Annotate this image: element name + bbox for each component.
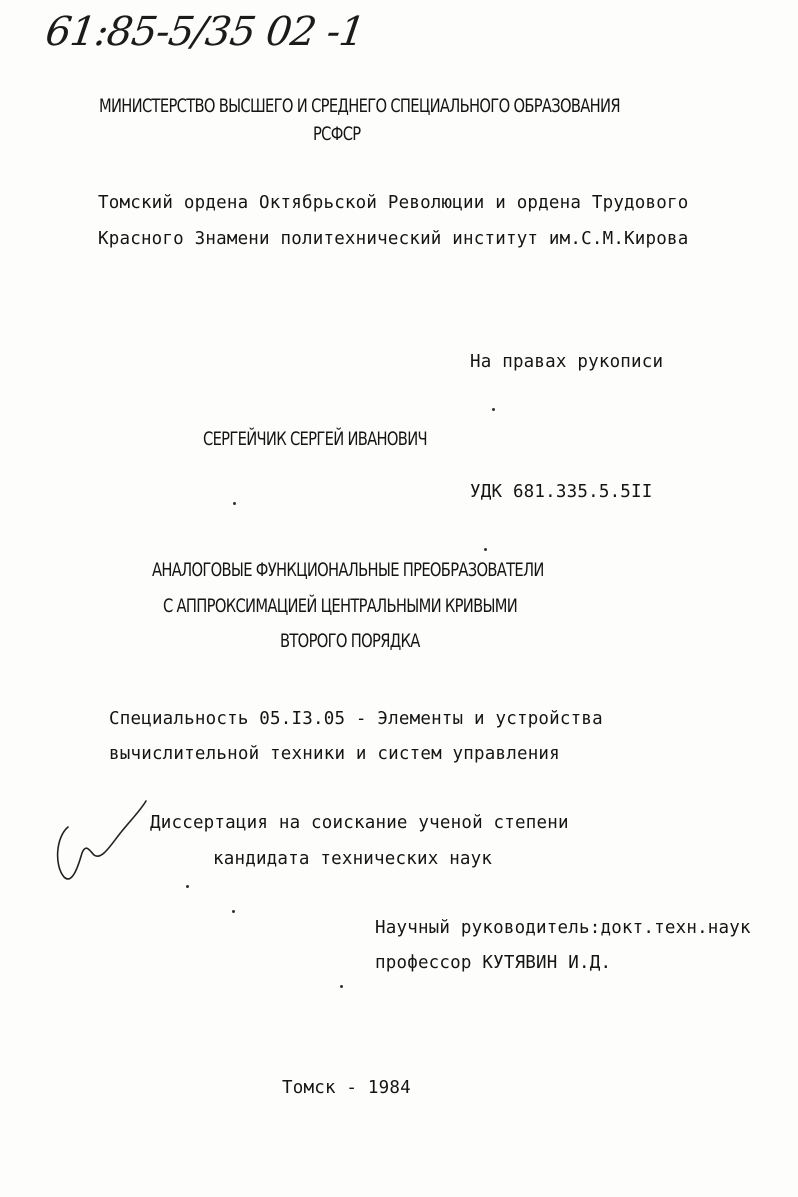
title-line-3: ВТОРОГО ПОРЯДКА (280, 630, 420, 652)
supervisor-line-1: Научный руководитель:докт.техн.наук (375, 918, 751, 938)
title-line-2: С АППРОКСИМАЦИЕЙ ЦЕНТРАЛЬНЫМИ КРИВЫМИ (163, 595, 518, 617)
signature (50, 795, 160, 890)
ministry-heading: МИНИСТЕРСТВО ВЫСШЕГО И СРЕДНЕГО СПЕЦИАЛЬНОГО ОБРАЗОВАНИЯ (99, 95, 620, 117)
specialty-line-2: вычислительной техники и систем управления (109, 744, 560, 764)
specialty-line-1: Специальность 05.I3.05 - Элементы и устройства (109, 709, 603, 729)
udc-code: УДК 681.335.5.5II (470, 482, 653, 502)
scan-speck (492, 408, 495, 411)
dissertation-line-2: кандидата технических наук (213, 849, 493, 869)
city-year: Томск - 1984 (282, 1078, 411, 1098)
manuscript-rights: На правах рукописи (470, 352, 664, 372)
title-line-1: АНАЛОГОВЫЕ ФУНКЦИОНАЛЬНЫЕ ПРЕОБРАЗОВАТЕЛИ (152, 559, 544, 581)
author-name: СЕРГЕЙЧИК СЕРГЕЙ ИВАНОВИЧ (203, 428, 427, 450)
archive-number: 61:85-5/35 02 -1 (42, 9, 368, 55)
dissertation-line-1: Диссертация на соискание ученой степени (150, 813, 569, 833)
scan-speck (186, 885, 189, 888)
institute-line-1: Томский ордена Октябрьской Революции и ордена Трудового (98, 193, 689, 213)
scan-speck (232, 910, 235, 913)
scan-speck (484, 548, 487, 551)
scan-speck (340, 985, 343, 988)
scan-speck (233, 502, 236, 505)
supervisor-line-2: профессор КУТЯВИН И.Д. (375, 953, 612, 973)
institute-line-2: Красного Знамени политехнический институт им.С.М.Кирова (98, 229, 689, 249)
republic-heading: РСФСР (313, 123, 361, 145)
